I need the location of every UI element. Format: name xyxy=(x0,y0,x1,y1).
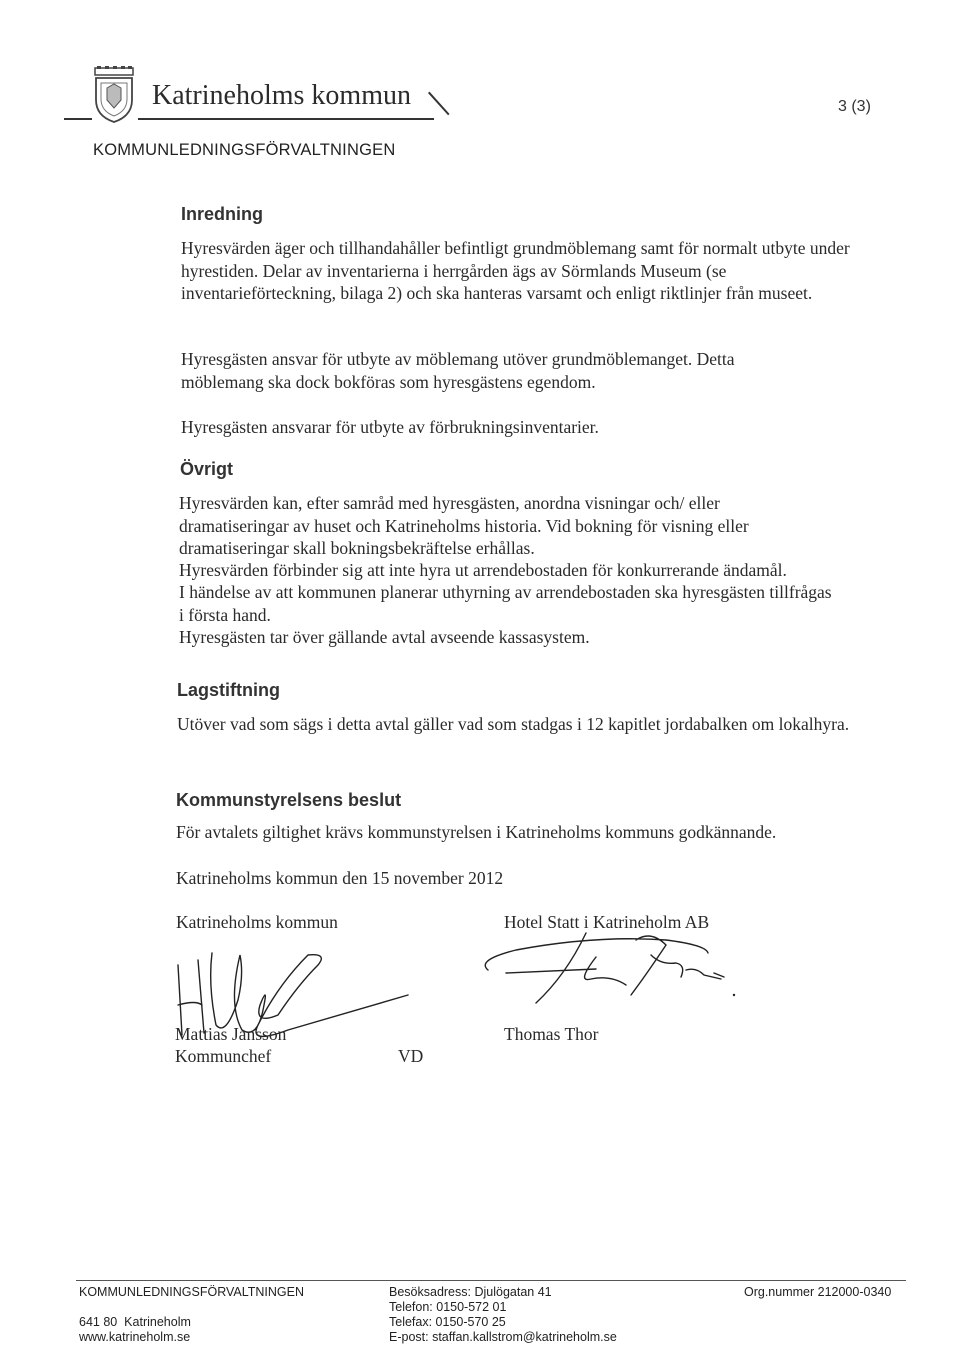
inredning-paragraph-1: Hyresvärden äger och tillhandahåller befintligt grundmöblemang samt för normalt utbyte under hyrestiden. Delar av inventarierna i herrgården ägs av Sörmlands Museum (se inventarieförteckning, bilaga 2) och ska hanteras varsamt och enligt riktlinjer från museet. xyxy=(181,238,850,303)
section-heading-lagstiftning: Lagstiftning xyxy=(177,680,280,700)
ovrigt-line-2: Hyresvärden förbinder sig att inte hyra ut arrendebostaden för konkurrerande ändamål. xyxy=(179,560,787,580)
section-heading-ovrigt: Övrigt xyxy=(180,459,234,479)
letterhead-rule-slash xyxy=(428,92,450,116)
org-name: Katrineholms kommun xyxy=(152,80,411,111)
lagstiftning-paragraph: Utöver vad som sägs i detta avtal gäller vad som stadgas i 12 kapitlet jordabalken om lokalhyra. xyxy=(177,714,850,734)
footer-postal: 641 80 Katrineholm xyxy=(79,1315,191,1329)
section-heading-beslut: Kommunstyrelsens beslut xyxy=(176,790,402,810)
section-heading-inredning: Inredning xyxy=(181,204,263,224)
left-party: Katrineholms kommun xyxy=(176,912,338,932)
beslut-paragraph: För avtalets giltighet krävs kommunstyrelsen i Katrineholms kommuns godkännande. xyxy=(176,822,777,842)
footer-website[interactable]: www.katrineholm.se xyxy=(79,1330,191,1344)
ovrigt-paragraph-3: I händelse av att kommunen planerar uthyrning av arrendebostaden ska hyresgästen tillfrågas i första hand. xyxy=(179,582,832,625)
left-signatory: Mattias Jansson xyxy=(175,1024,287,1044)
right-title: VD xyxy=(398,1046,424,1066)
letterhead-rule-left xyxy=(64,118,92,120)
letterhead xyxy=(60,60,460,130)
place-date: Katrineholms kommun den 15 november 2012 xyxy=(176,868,504,888)
page-number: 3 (3) xyxy=(838,98,871,115)
left-title: Kommunchef xyxy=(175,1046,272,1066)
header-department: KOMMUNLEDNINGSFÖRVALTNINGEN xyxy=(93,141,396,159)
footer-phone: Telefon: 0150-572 01 xyxy=(389,1300,507,1314)
footer-email[interactable]: E-post: staffan.kallstrom@katrineholm.se xyxy=(389,1330,617,1344)
inredning-paragraph-3: Hyresgästen ansvarar för utbyte av förbrukningsinventarier. xyxy=(181,417,599,437)
right-party: Hotel Statt i Katrineholm AB xyxy=(504,912,710,932)
municipal-crest-icon xyxy=(92,66,136,124)
footer-rule xyxy=(76,1280,906,1281)
ovrigt-line-4: Hyresgästen tar över gällande avtal avseende kassasystem. xyxy=(179,627,590,647)
footer-department: KOMMUNLEDNINGSFÖRVALTNINGEN xyxy=(79,1285,305,1299)
footer-org-number: Org.nummer 212000-0340 xyxy=(744,1285,892,1299)
right-signatory: Thomas Thor xyxy=(504,1024,599,1044)
signature-right xyxy=(476,915,746,1020)
letterhead-rule xyxy=(138,118,434,120)
inredning-paragraph-2: Hyresgästen ansvar för utbyte av möblemang utöver grundmöblemanget. Detta möblemang ska dock bokföras som hyresgästens egendom. xyxy=(181,349,735,392)
ovrigt-paragraph-1: Hyresvärden kan, efter samråd med hyresgästen, anordna visningar och/ eller dramatiseringar av huset och Katrineholms historia. Vid bokning för visning eller dramatiseringar skall bokningsbekräftelse erhållas. xyxy=(179,493,749,558)
footer-fax: Telefax: 0150-570 25 xyxy=(389,1315,506,1329)
footer-visit-address: Besöksadress: Djulögatan 41 xyxy=(389,1285,552,1299)
